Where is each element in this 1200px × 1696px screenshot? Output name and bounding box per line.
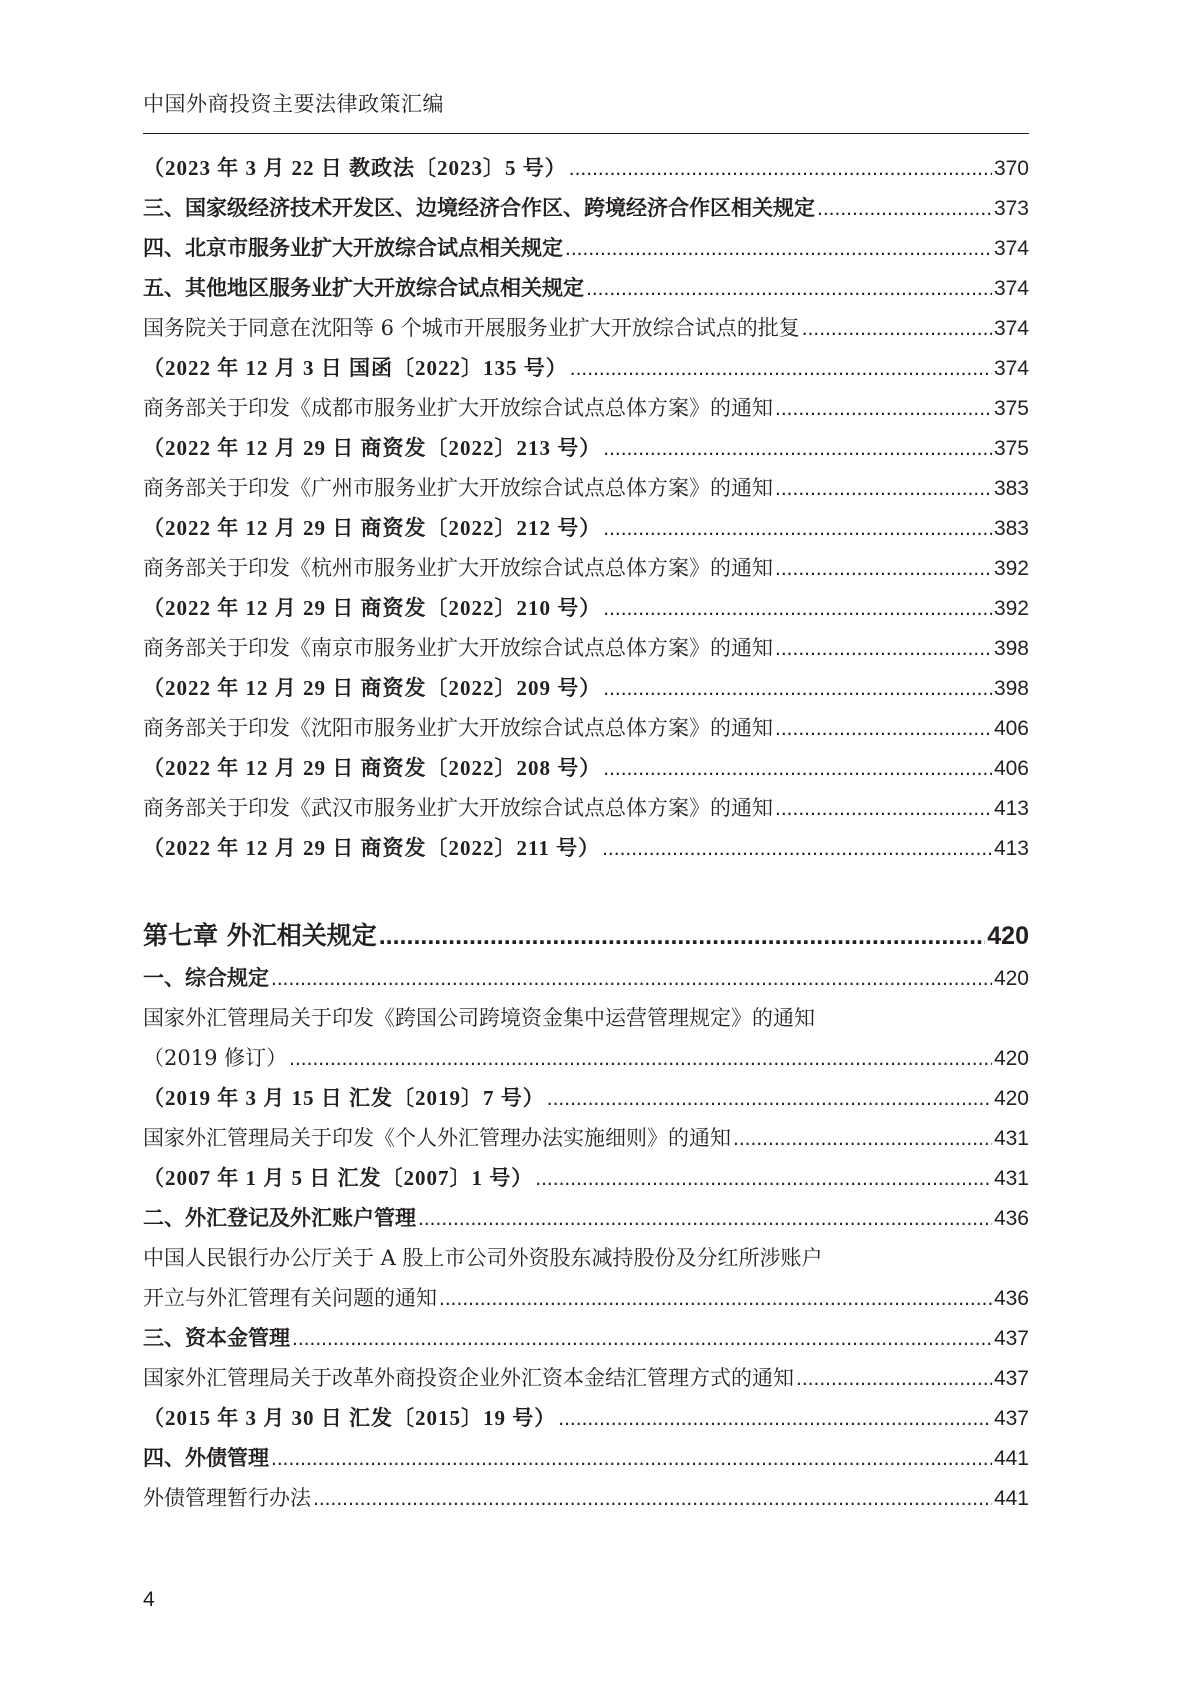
dot-leader xyxy=(271,1439,992,1479)
toc-entry-label: 外债管理暂行办法 xyxy=(143,1486,311,1510)
toc-entry-docnum[interactable] xyxy=(143,348,1029,388)
dot-leader xyxy=(775,549,992,589)
toc-entry-page-number: 383 xyxy=(993,517,1029,540)
chapter-page-number: 420 xyxy=(987,922,1029,950)
dot-leader xyxy=(289,1039,992,1079)
dot-leader xyxy=(418,1199,992,1239)
toc-entry-page-number: 370 xyxy=(993,157,1029,180)
dot-leader xyxy=(565,229,992,269)
dot-leader xyxy=(271,959,992,999)
toc-entry-label: （2007 年 1 月 5 日 汇发〔2007〕1 号） xyxy=(143,1166,534,1190)
dot-leader xyxy=(570,349,992,389)
toc-entry-label: （2022 年 12 月 3 日 国函〔2022〕135 号） xyxy=(143,356,568,380)
dot-leader xyxy=(292,1319,992,1359)
dot-leader xyxy=(313,1479,992,1519)
toc-entry-label: （2022 年 12 月 29 日 商资发〔2022〕210 号） xyxy=(143,596,602,620)
dot-leader xyxy=(547,1079,992,1119)
toc-entry-page-number: 374 xyxy=(993,317,1029,340)
toc-entry-page-number: 374 xyxy=(993,277,1029,300)
toc-entry-plain[interactable] xyxy=(143,1238,1029,1278)
dot-leader xyxy=(775,709,992,749)
toc-entry-label: 三、资本金管理 xyxy=(143,1326,290,1350)
toc-entry-section[interactable] xyxy=(143,1318,1029,1358)
toc-entry-section[interactable] xyxy=(143,188,1029,228)
toc-entry-doc[interactable] xyxy=(143,628,1029,668)
toc-entry-page-number: 441 xyxy=(993,1447,1029,1470)
toc-entry-label: 商务部关于印发《广州市服务业扩大开放综合试点总体方案》的通知 xyxy=(143,476,773,500)
dot-leader xyxy=(535,1159,992,1199)
toc-entry-docnum[interactable] xyxy=(143,828,1029,868)
toc-entry-docnum[interactable] xyxy=(143,428,1029,468)
dot-leader xyxy=(602,829,992,869)
toc-entry-label: 商务部关于印发《沈阳市服务业扩大开放综合试点总体方案》的通知 xyxy=(143,716,773,740)
dot-leader xyxy=(569,149,992,189)
toc-entry-doc[interactable] xyxy=(143,708,1029,748)
running-header-title: 中国外商投资主要法律政策汇编 xyxy=(143,92,444,116)
toc-entry-page-number: 420 xyxy=(993,1047,1029,1070)
toc-entry-doc[interactable] xyxy=(143,548,1029,588)
header-rule xyxy=(143,133,1029,134)
dot-leader xyxy=(603,429,992,469)
dot-leader xyxy=(817,189,992,229)
toc-entry-page-number: 431 xyxy=(993,1167,1029,1190)
toc-entry-page-number: 375 xyxy=(993,437,1029,460)
toc-entry-doc[interactable] xyxy=(143,1478,1029,1518)
toc-entry-section[interactable] xyxy=(143,958,1029,998)
toc-entry-page-number: 420 xyxy=(993,967,1029,990)
toc-entry-page-number: 373 xyxy=(993,197,1029,220)
toc-entry-docnum[interactable] xyxy=(143,668,1029,708)
toc-entry-doc[interactable] xyxy=(143,308,1029,348)
toc-entry-docnum[interactable] xyxy=(143,508,1029,548)
toc-entry-doc[interactable] xyxy=(143,1118,1029,1158)
toc-entry-page-number: 436 xyxy=(993,1207,1029,1230)
toc-entry-label: 四、外债管理 xyxy=(143,1446,269,1470)
dot-leader xyxy=(379,914,986,958)
toc-entry-page-number: 431 xyxy=(993,1127,1029,1150)
toc-entry-label: 开立与外汇管理有关问题的通知 xyxy=(143,1286,437,1310)
toc-entry-label: 三、国家级经济技术开发区、边境经济合作区、跨境经济合作区相关规定 xyxy=(143,196,815,220)
toc-entry-doc[interactable] xyxy=(143,1038,1029,1078)
toc-entry-label: （2015 年 3 月 30 日 汇发〔2015〕19 号） xyxy=(143,1406,557,1430)
toc-entry-page-number: 374 xyxy=(993,237,1029,260)
toc-entry-plain[interactable] xyxy=(143,998,1029,1038)
toc-entry-label: （2023 年 3 月 22 日 教政法〔2023〕5 号） xyxy=(143,156,567,180)
dot-leader xyxy=(603,749,992,789)
toc-entry-label: 五、其他地区服务业扩大开放综合试点相关规定 xyxy=(143,276,584,300)
toc-entry-page-number: 437 xyxy=(993,1327,1029,1350)
toc-entry-doc[interactable] xyxy=(143,788,1029,828)
toc-entry-docnum[interactable] xyxy=(143,1158,1029,1198)
chapter-spacer xyxy=(143,868,1029,914)
toc-entry-docnum[interactable] xyxy=(143,748,1029,788)
dot-leader xyxy=(558,1399,992,1439)
toc-entry-page-number: 436 xyxy=(993,1287,1029,1310)
toc-entry-page-number: 406 xyxy=(993,757,1029,780)
toc-entry-page-number: 420 xyxy=(993,1087,1029,1110)
toc-entry-page-number: 392 xyxy=(993,557,1029,580)
toc-entry-label: 一、综合规定 xyxy=(143,966,269,990)
toc-entry-label: （2022 年 12 月 29 日 商资发〔2022〕208 号） xyxy=(143,756,602,780)
toc-entry-label: （2022 年 12 月 29 日 商资发〔2022〕209 号） xyxy=(143,676,602,700)
toc-entry-label: 二、外汇登记及外汇账户管理 xyxy=(143,1206,416,1230)
dot-leader xyxy=(603,669,992,709)
dot-leader xyxy=(603,509,992,549)
chapter-title: 第七章 外汇相关规定 xyxy=(143,921,377,950)
toc-entry-page-number: 437 xyxy=(993,1367,1029,1390)
toc-entry-label: （2019 年 3 月 15 日 汇发〔2019〕7 号） xyxy=(143,1086,545,1110)
dot-leader xyxy=(796,1359,992,1399)
toc-entry-label: 商务部关于印发《武汉市服务业扩大开放综合试点总体方案》的通知 xyxy=(143,796,773,820)
dot-leader xyxy=(586,269,992,309)
toc-entry-page-number: 406 xyxy=(993,717,1029,740)
toc-entry-docnum[interactable] xyxy=(143,1078,1029,1118)
toc-entry-docnum[interactable] xyxy=(143,588,1029,628)
toc-entry-doc[interactable] xyxy=(143,1278,1029,1318)
toc-entry-section[interactable] xyxy=(143,268,1029,308)
toc-chapter-entry[interactable] xyxy=(143,914,1029,958)
dot-leader xyxy=(775,629,992,669)
toc-entry-page-number: 441 xyxy=(993,1487,1029,1510)
toc-entry-label: 国家外汇管理局关于印发《个人外汇管理办法实施细则》的通知 xyxy=(143,1126,731,1150)
toc-entry-label: 国家外汇管理局关于印发《跨国公司跨境资金集中运营管理规定》的通知 xyxy=(143,1006,815,1030)
dot-leader xyxy=(775,789,992,829)
toc-entry-page-number: 392 xyxy=(993,597,1029,620)
toc-entry-page-number: 375 xyxy=(993,397,1029,420)
dot-leader xyxy=(802,309,992,349)
toc-entry-label: 四、北京市服务业扩大开放综合试点相关规定 xyxy=(143,236,563,260)
toc-entry-label: 商务部关于印发《杭州市服务业扩大开放综合试点总体方案》的通知 xyxy=(143,556,773,580)
table-of-contents xyxy=(143,148,1029,1518)
toc-entry-label: 中国人民银行办公厅关于 A 股上市公司外资股东减持股份及分红所涉账户 xyxy=(143,1246,823,1270)
toc-entry-label: 国家外汇管理局关于改革外商投资企业外汇资本金结汇管理方式的通知 xyxy=(143,1366,794,1390)
toc-entry-page-number: 398 xyxy=(993,637,1029,660)
toc-entry-section[interactable] xyxy=(143,1438,1029,1478)
toc-entry-page-number: 413 xyxy=(993,837,1029,860)
toc-entry-label: 国务院关于同意在沈阳等 6 个城市开展服务业扩大开放综合试点的批复 xyxy=(143,316,800,340)
toc-entry-docnum[interactable] xyxy=(143,1398,1029,1438)
toc-list-part2 xyxy=(143,958,1029,1518)
toc-entry-doc[interactable] xyxy=(143,388,1029,428)
toc-entry-page-number: 374 xyxy=(993,357,1029,380)
toc-entry-doc[interactable] xyxy=(143,1358,1029,1398)
toc-entry-label: 商务部关于印发《成都市服务业扩大开放综合试点总体方案》的通知 xyxy=(143,396,773,420)
toc-entry-label: （2022 年 12 月 29 日 商资发〔2022〕212 号） xyxy=(143,516,602,540)
dot-leader xyxy=(603,589,992,629)
toc-entry-page-number: 437 xyxy=(993,1407,1029,1430)
toc-entry-label: 商务部关于印发《南京市服务业扩大开放综合试点总体方案》的通知 xyxy=(143,636,773,660)
dot-leader xyxy=(775,469,992,509)
toc-entry-label: （2022 年 12 月 29 日 商资发〔2022〕213 号） xyxy=(143,436,602,460)
toc-entry-label: （2022 年 12 月 29 日 商资发〔2022〕211 号） xyxy=(143,836,601,860)
dot-leader xyxy=(775,389,992,429)
toc-entry-page-number: 413 xyxy=(993,797,1029,820)
toc-entry-docnum[interactable] xyxy=(143,148,1029,188)
page-number: 4 xyxy=(143,1588,155,1611)
dot-leader xyxy=(439,1279,992,1319)
toc-entry-doc[interactable] xyxy=(143,468,1029,508)
toc-list-part1 xyxy=(143,148,1029,868)
dot-leader xyxy=(733,1119,992,1159)
toc-entry-section[interactable] xyxy=(143,1198,1029,1238)
toc-entry-section[interactable] xyxy=(143,228,1029,268)
toc-entry-page-number: 398 xyxy=(993,677,1029,700)
toc-entry-page-number: 383 xyxy=(993,477,1029,500)
toc-entry-label: （2019 修订） xyxy=(143,1046,288,1070)
